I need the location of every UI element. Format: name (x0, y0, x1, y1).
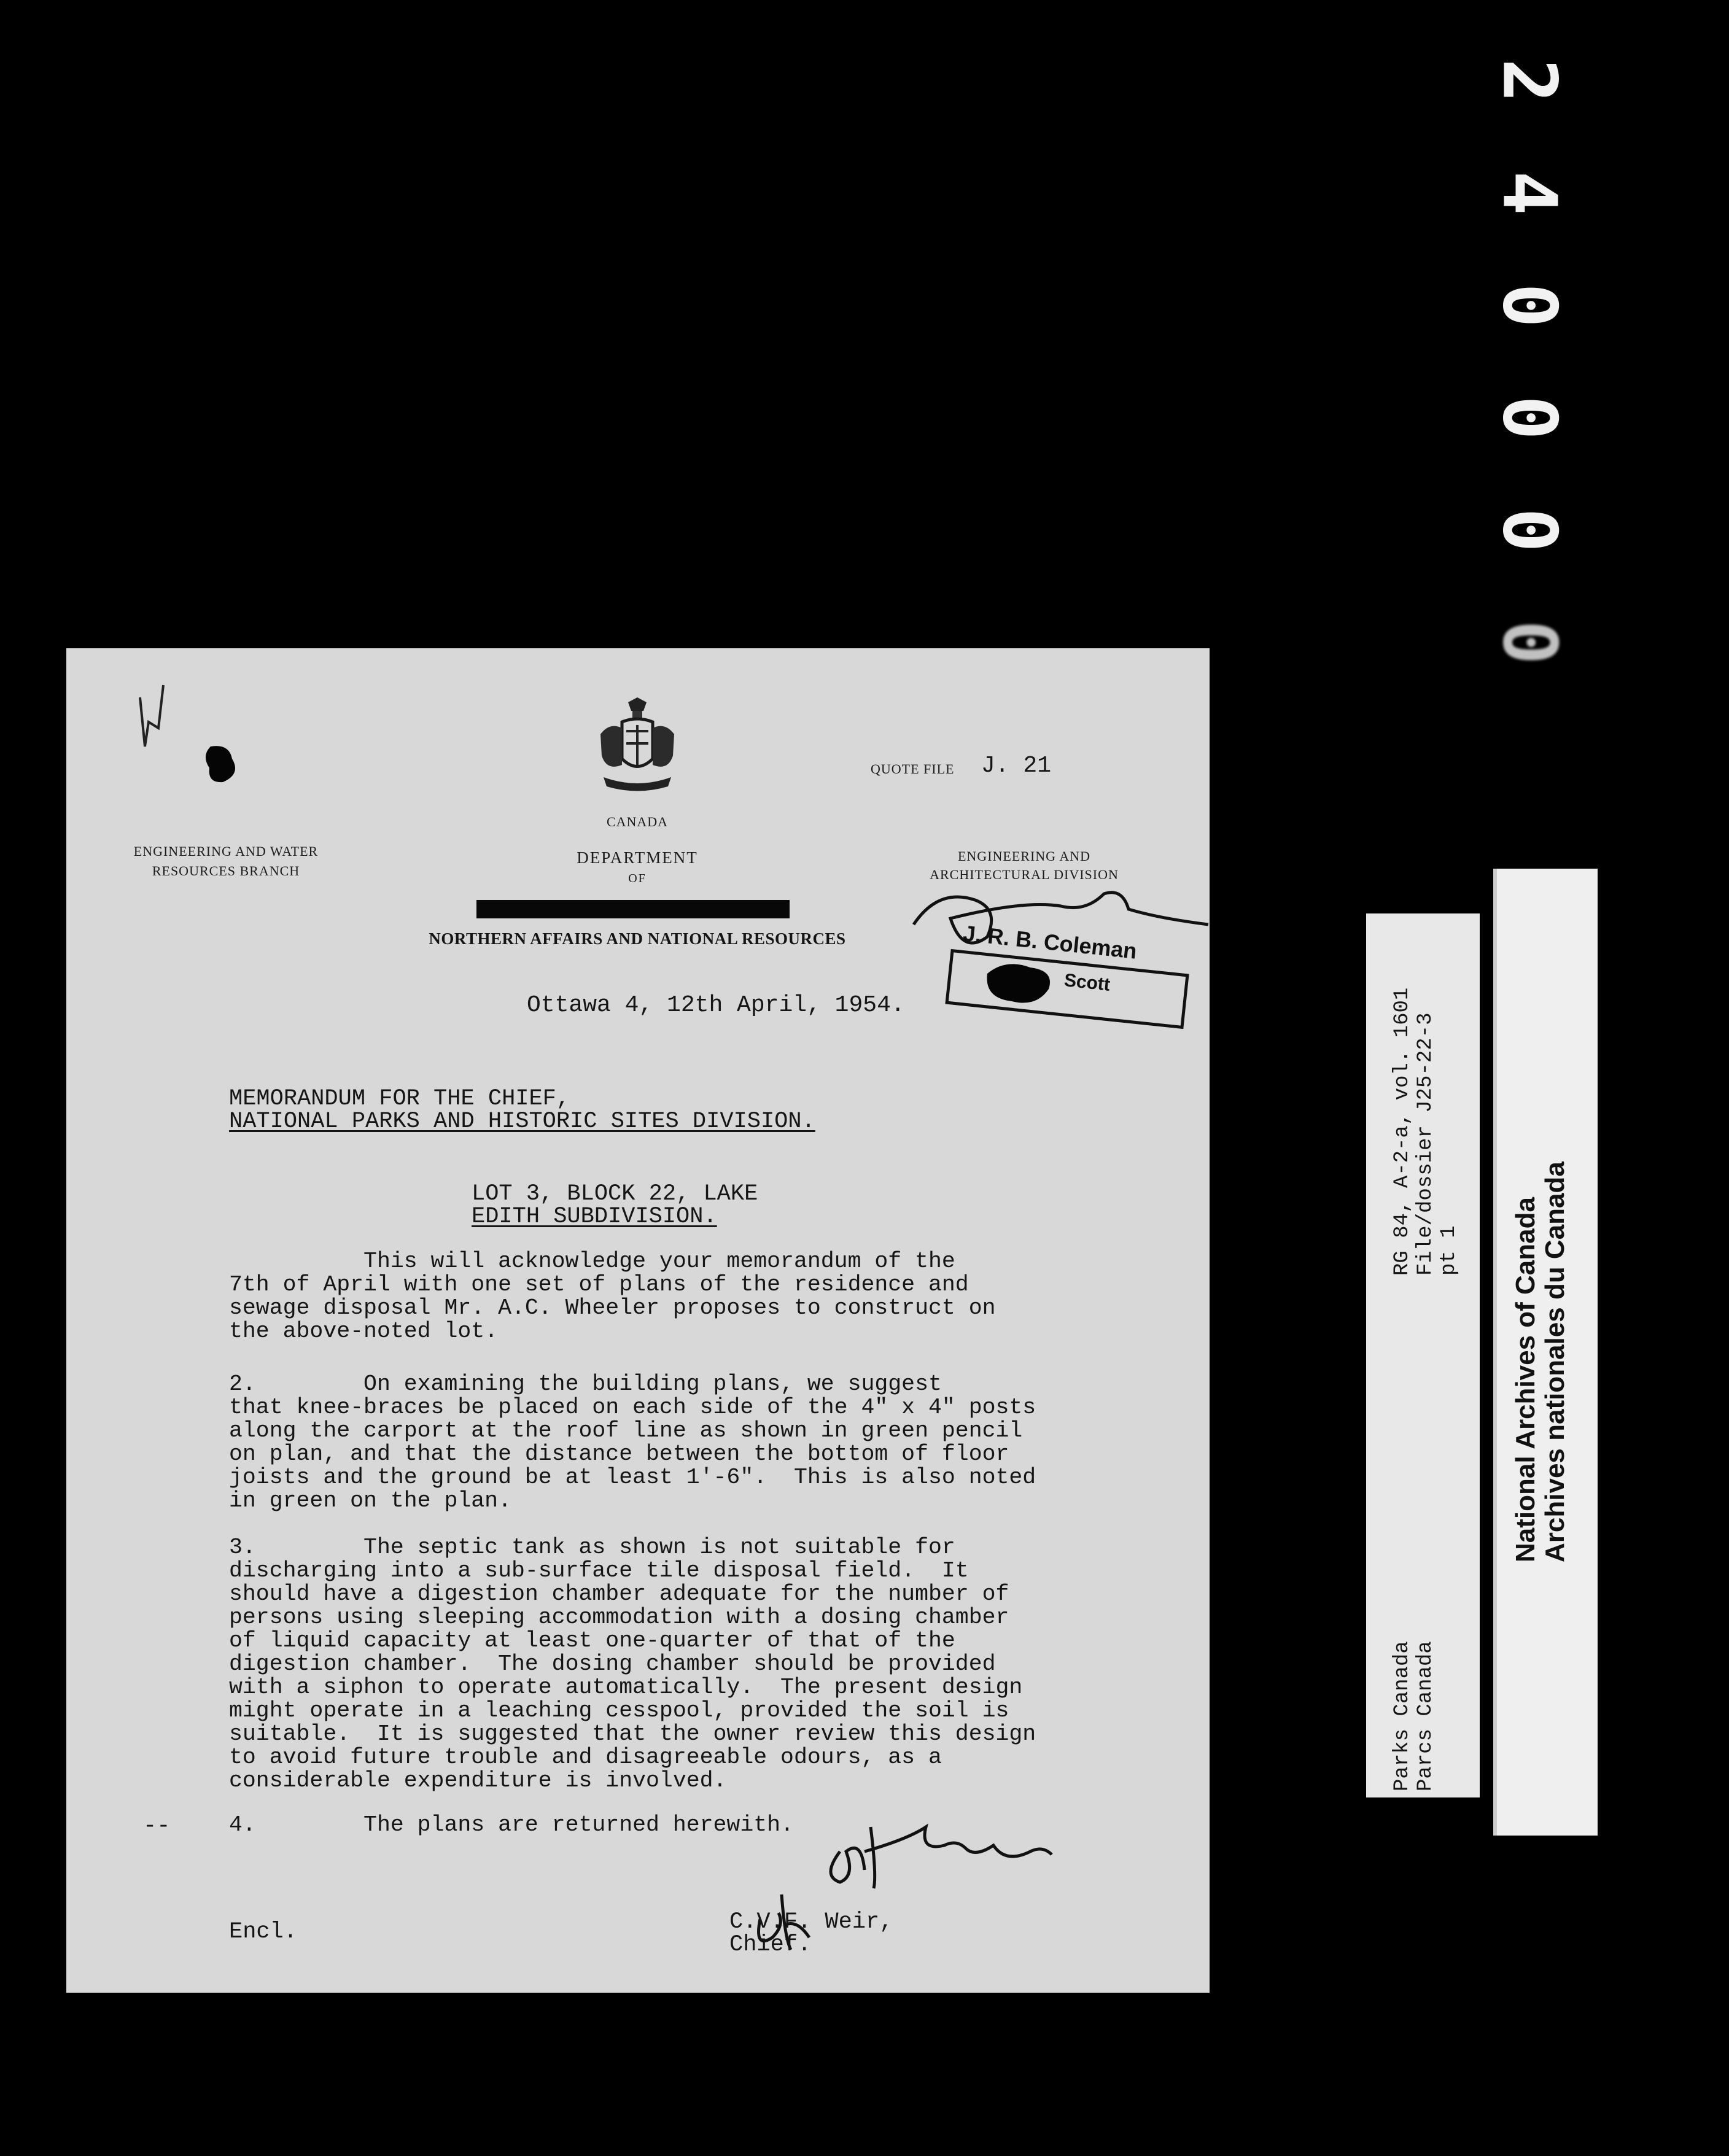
frame-digit: 0 (1486, 620, 1572, 665)
frame-digit: 0 (1486, 508, 1572, 553)
frame-digit: 0 (1486, 283, 1572, 328)
signer-title: Chief. (729, 1932, 812, 1958)
quote-file-label: QUOTE FILE (871, 761, 955, 777)
institution-line: National Archives of Canada (1510, 1197, 1541, 1562)
frame-digit: 2 (1486, 58, 1572, 103)
agency-line: Parks Canada (1391, 1641, 1414, 1791)
handwritten-mark-icon (128, 673, 201, 759)
letter-page (66, 648, 1210, 1993)
stamp-sub: Scott (1063, 970, 1111, 995)
frame-number (1486, 25, 1572, 699)
subject-line: EDITH SUBDIVISION. (472, 1204, 717, 1230)
division-line: ENGINEERING AND (957, 848, 1091, 864)
quote-file-value: J. 21 (981, 753, 1052, 779)
subject-line: LOT 3, BLOCK 22, LAKE (472, 1181, 758, 1207)
agency-line: Parcs Canada (1414, 1641, 1437, 1791)
archive-institution-strip (1493, 869, 1598, 1836)
margin-dash: -- (143, 1813, 171, 1839)
frame-digit: 4 (1486, 171, 1572, 215)
branch-line: RESOURCES BRANCH (152, 863, 300, 878)
department-name: NORTHERN AFFAIRS AND NATIONAL RESOURCES (429, 929, 846, 948)
frame-digit: 0 (1486, 395, 1572, 440)
paragraph-4: 4. The plans are returned herewith. (229, 1812, 794, 1837)
institution-line: Archives nationales du Canada (1540, 1161, 1570, 1562)
stamp-ink-blot-icon (981, 955, 1067, 1010)
crest-caption: CANADA (606, 814, 669, 829)
addressee-line: NATIONAL PARKS AND HISTORIC SITES DIVISION. (229, 1109, 815, 1134)
date-line: Ottawa 4, 12th April, 1954. (527, 992, 905, 1018)
archive-reference-line: File/dossier J25-22-3 (1414, 1012, 1437, 1276)
paragraph-2: 2. On examining the building plans, we suggest that knee-braces be placed on each side of the 4" x 4" posts along the carport at the roof line as shown in green pencil on plan, and that the distance between the bottom of floor joists and the ground be at least 1'-6". This is also noted in green on the plan. (229, 1371, 1036, 1513)
branch-line: ENGINEERING AND WATER (133, 843, 319, 859)
coat-of-arms-icon (594, 697, 680, 805)
division-line: ARCHITECTURAL DIVISION (930, 867, 1119, 882)
ink-blot-icon (198, 740, 247, 789)
signer-name: C.V.F. Weir, (729, 1909, 893, 1935)
stamp-name: J. R. B. Coleman (962, 920, 1138, 964)
department-of: OF (628, 872, 647, 885)
redaction-bar (476, 900, 790, 918)
archive-reference-line: pt 1 (1437, 1225, 1461, 1276)
paragraph-1: This will acknowledge your memorandum of the 7th of April with one set of plans of the residence and sewage disposal Mr. A.C. Wheeler proposes to construct on the above-noted lot. (229, 1249, 996, 1344)
enclosure-note: Encl. (229, 1919, 298, 1945)
paragraph-3: 3. The septic tank as shown is not suitable for discharging into a sub-surface tile disposal field. It should have a digestion chamber adequate for the number of persons using sleeping accommodation with a dosing chamber of liquid capacity at least one-quarter of that of the digestion chamber. The dosing chamber should be provided with a siphon to operate automatically. The present design might operate in a leaching cesspool, provided the soil is suitable. It is suggested that the owner review this design to avoid future trouble and disagreeable odours, as a considerable expenditure is involved. (229, 1535, 1036, 1793)
archive-reference-strip (1366, 913, 1480, 1797)
department-line: DEPARTMENT (577, 848, 698, 867)
addressee-line: MEMORANDUM FOR THE CHIEF, (229, 1086, 570, 1112)
archive-reference-line: RG 84, A-2-a, vol. 1601 (1391, 987, 1414, 1276)
